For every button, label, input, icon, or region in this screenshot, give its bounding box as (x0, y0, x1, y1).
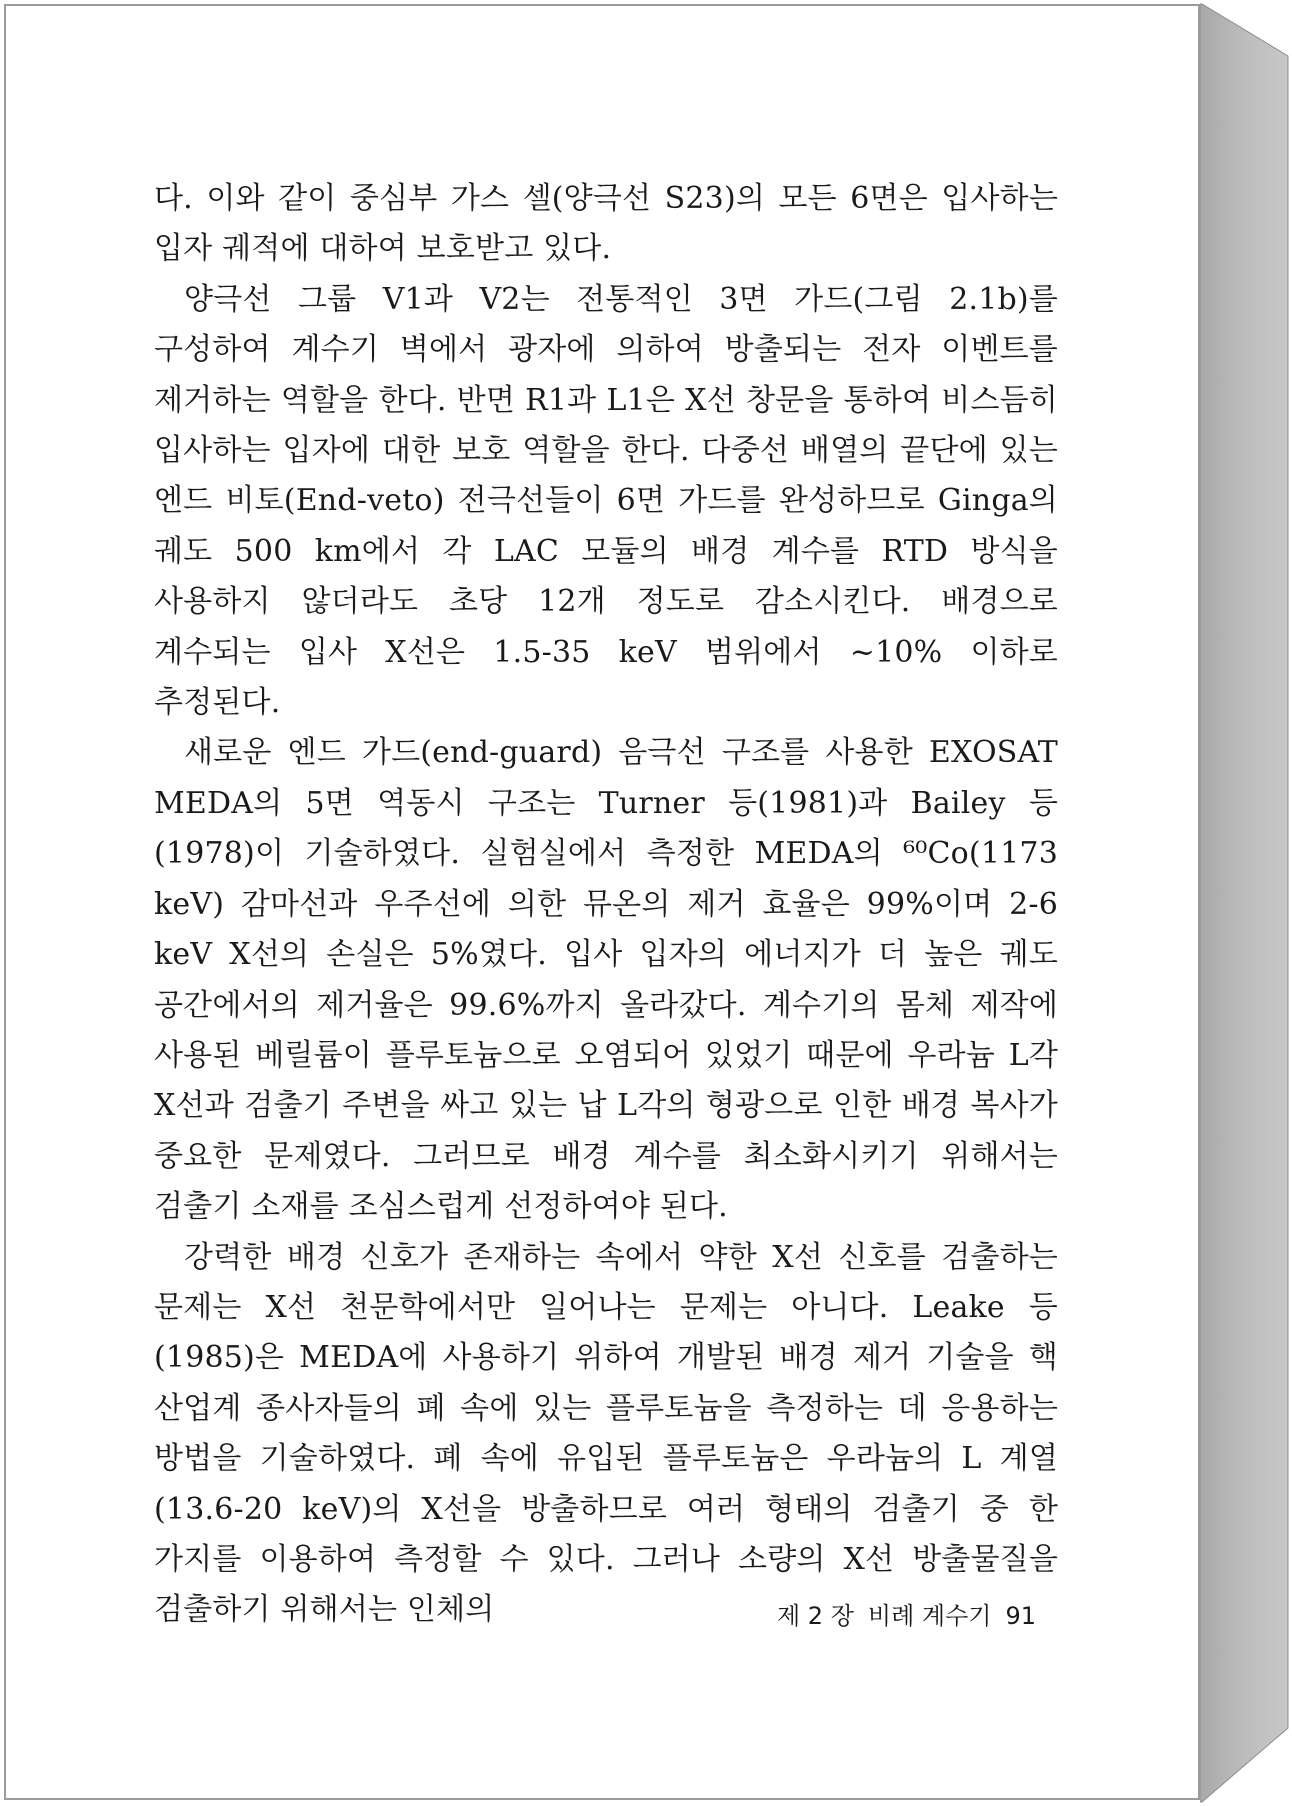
paragraph-4: 강력한 배경 신호가 존재하는 속에서 약한 X선 신호를 검출하는 문제는 X선 천문학에서만 일어나는 문제는 아니다. Leake 등(1985)은 MEDA에 사용하기 위하여 개발된 배경 제거 기술을 핵 산업계 종사자들의 폐 속에 있는 플루토늄을 측정하는 데 응용하는 방법을 기술하였다. 폐 속에 유입된 플루토늄은 우라늄의 L 계열(13.6-20 keV)의 X선을 방출하므로 여러 형태의 검출기 중 한 가지를 이용하여 측정할 수 있다. 그러나 소량의 X선 방출물질을 검출하기 위해서는 인체의 (154, 1239, 1058, 1628)
book-page (4, 4, 1200, 1800)
body-text (154, 174, 1058, 1636)
paragraph-1: 다. 이와 같이 중심부 가스 셀(양극선 S23)의 모든 6면은 입사하는 입자 궤적에 대하여 보호받고 있다. (154, 181, 1058, 267)
paragraph-3: 새로운 엔드 가드(end-guard) 음극선 구조를 사용한 EXOSAT MEDA의 5면 역동시 구조는 Turner 등(1981)과 Bailey 등(1978)이 기술하였다. 실험실에서 측정한 MEDA의 ⁶⁰Co(1173 keV) 감마선과 우주선에 의한 뮤온의 제거 효율은 99%이며 2-6 keV X선의 손실은 5%였다. 입사 입자의 에너지가 더 높은 궤도 공간에서의 제거율은 99.6%까지 올라갔다. 계수기의 몸체 제작에 사용된 베릴륨이 플루토늄으로 오염되어 있었기 때문에 우라늄 L각 X선과 검출기 주변을 싸고 있는 납 L각의 형광으로 인한 배경 복사가 중요한 문제였다. 그러므로 배경 계수를 최소화시키기 위해서는 검출기 소재를 조심스럽게 선정하여야 된다. (154, 735, 1058, 1225)
page-footer (706, 1596, 1036, 1631)
book-spine-edge (1200, 0, 1292, 1806)
page-number: 91 (1005, 1602, 1036, 1630)
footer-chapter: 제 2 장 (776, 1602, 854, 1630)
footer-title: 비례 계수기 (867, 1602, 992, 1630)
paragraph-2: 양극선 그룹 V1과 V2는 전통적인 3면 가드(그림 2.1b)를 구성하여 계수기 벽에서 광자에 의하여 방출되는 전자 이벤트를 제거하는 역할을 한다. 반면 R1과 L1은 X선 창문을 통하여 비스듬히 입사하는 입자에 대한 보호 역할을 한다. 다중선 배열의 끝단에 있는 엔드 비토(End-veto) 전극선들이 6면 가드를 완성하므로 Ginga의 궤도 500 km에서 각 LAC 모듈의 배경 계수를 RTD 방식을 사용하지 않더라도 초당 12개 정도로 감소시킨다. 배경으로 계수되는 입사 X선은 1.5-35 keV 범위에서 ~10% 이하로 추정된다. (154, 281, 1058, 721)
